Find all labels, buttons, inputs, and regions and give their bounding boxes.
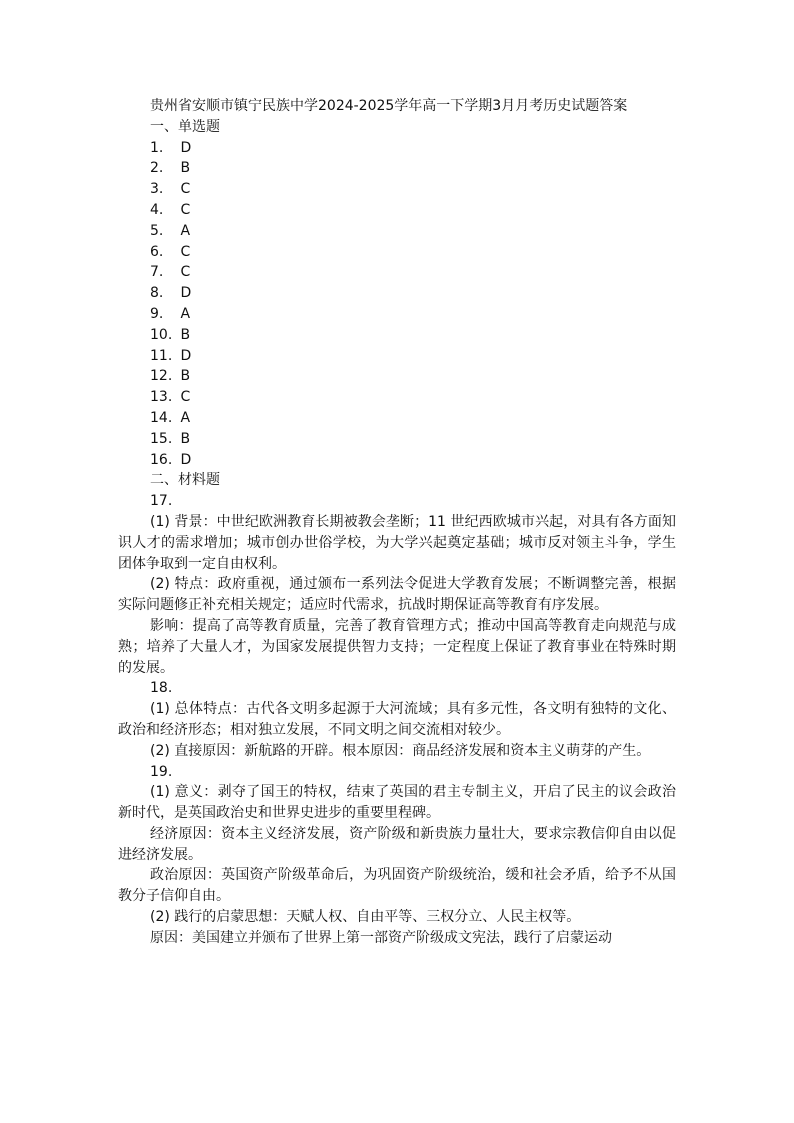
answer-number: 5. [150, 222, 164, 239]
q17-part1: (1) 背景：中世纪欧洲教育长期被教会垄断；11 世纪西欧城市兴起，对具有各方面知识人才的需求增加；城市创办世俗学校，为大学兴起奠定基础；城市反对领主斗争，学生团体争取到一定自由权利。 [118, 513, 676, 572]
answer-choice: C [180, 181, 191, 198]
answer-choice: D [180, 139, 192, 156]
answer-item [150, 450, 676, 471]
section-heading-material: 二、材料题 [150, 472, 220, 489]
answer-item [150, 242, 676, 263]
answer-number: 16. [150, 451, 173, 468]
answer-choice: C [180, 264, 191, 281]
q19-political-reason: 政治原因：英国资产阶级革命后，为巩固资产阶级统治，缓和社会矛盾，给予不从国教分子信仰自由。 [118, 867, 676, 905]
answer-choice: C [180, 201, 191, 218]
q18-part2: (2) 直接原因：新航路的开辟。根本原因：商品经济发展和资本主义萌芽的产生。 [150, 742, 651, 759]
question-number-18: 18. [150, 680, 173, 697]
answer-choice: D [180, 285, 192, 302]
answer-number: 11. [150, 347, 173, 364]
answer-number: 10. [150, 326, 173, 343]
answer-choice: B [180, 430, 191, 447]
answer-choice: A [180, 409, 191, 426]
answer-number: 15. [150, 430, 173, 447]
answer-item [150, 429, 676, 450]
answer-number: 4. [150, 201, 164, 218]
answer-number: 13. [150, 389, 173, 406]
q19-economic-reason: 经济原因：资本主义经济发展，资产阶级和新贵族力量壮大，要求宗教信仰自由以促进经济发展。 [118, 825, 676, 863]
answer-item [150, 262, 676, 283]
q17-part2: (2) 特点：政府重视，通过颁布一系列法令促进大学教育发展；不断调整完善，根据实际问题修正补充相关规定；适应时代需求，抗战时期保证高等教育有序发展。 [118, 576, 676, 614]
answer-item [150, 158, 676, 179]
section-heading-choice: 一、单选题 [150, 118, 220, 135]
answer-number: 1. [150, 139, 164, 156]
answer-number: 8. [150, 285, 164, 302]
answer-item [150, 304, 676, 325]
answer-item [150, 179, 676, 200]
question-number-19: 19. [150, 763, 173, 780]
answer-item [150, 221, 676, 242]
answer-number: 3. [150, 181, 164, 198]
q19-part1: (1) 意义：剥夺了国王的特权，结束了英国的君主专制主义，开启了民主的议会政治新时代，是英国政治史和世界史进步的重要里程碑。 [118, 784, 676, 822]
answer-choice: C [180, 389, 191, 406]
answer-item [150, 346, 676, 367]
answer-item [150, 387, 676, 408]
answer-choice: A [180, 305, 191, 322]
document-page [118, 96, 676, 949]
answer-number: 14. [150, 409, 173, 426]
answer-number: 12. [150, 368, 173, 385]
document-title: 贵州省安顺市镇宁民族中学2024-2025学年高一下学期3月月考历史试题答案 [150, 98, 628, 114]
answer-number: 9. [150, 305, 164, 322]
answer-choice: D [180, 347, 192, 364]
answer-item [150, 138, 676, 159]
answer-number: 2. [150, 160, 164, 177]
answer-number: 7. [150, 264, 164, 281]
q19-part2: (2) 践行的启蒙思想：天赋人权、自由平等、三权分立、人民主权等。 [150, 909, 581, 926]
answer-choice: B [180, 160, 191, 177]
q18-part1: (1) 总体特点：古代各文明多起源于大河流域；具有多元性，各文明有独特的文化、政治和经济形态；相对独立发展，不同文明之间交流相对较少。 [118, 701, 676, 738]
answer-list [118, 138, 676, 471]
q17-impact: 影响：提高了高等教育质量，完善了教育管理方式；推动中国高等教育走向规范与成熟；培养了大量人才，为国家发展提供智力支持；一定程度上保证了教育事业在特殊时期的发展。 [118, 617, 676, 676]
answer-choice: A [180, 222, 191, 239]
answer-choice: D [180, 451, 192, 468]
answer-choice: B [180, 368, 191, 385]
answer-choice: B [180, 326, 191, 343]
answer-item [150, 325, 676, 346]
answer-item [150, 408, 676, 429]
answer-item [150, 200, 676, 221]
answer-choice: C [180, 243, 191, 260]
answer-item [150, 366, 676, 387]
q19-reason: 原因：美国建立并颁布了世界上第一部资产阶级成文宪法，践行了启蒙运动 [150, 929, 612, 946]
answer-item [150, 283, 676, 304]
question-number-17: 17. [150, 493, 173, 510]
answer-number: 6. [150, 243, 164, 260]
